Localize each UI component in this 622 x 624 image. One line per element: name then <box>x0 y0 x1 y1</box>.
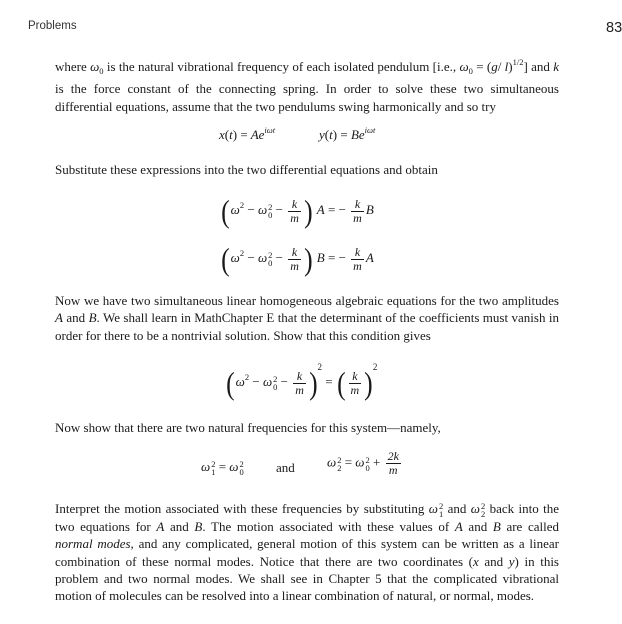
paragraph-1: where $\omega_0$ is the natural vibrational frequency of each isolated pendulum [i.e., $\omega_0 = (g/$ l)$^{1/2}$] and k is the force constant of the connecting spring. In order to solve these two simultaneous differential equations, assume that the two pendulums swing harmonically and so try <box>55 57 559 114</box>
equation-amplitude-b: ($\omega^2 - \omega 2$ 0 − $\frac{k}{m}$ ) B = − $\frac{k}{m}$ A <box>221 241 374 277</box>
equation-amplitude-a: ($\omega^2 - \omega 2$ 0 − $\frac{k}{m}$ ) A = − $\frac{k}{m}$ B <box>221 193 374 229</box>
paragraph-4: Now show that there are two natural frequencies for this system—namely, <box>55 420 441 435</box>
page-number: 83 <box>606 20 622 36</box>
equation-and-word: and <box>276 460 295 475</box>
paragraph-2: Substitute these expressions into the two differential equations and obtain <box>55 162 438 177</box>
equation-trial-y: $y(t) = Be^{i\omega t}$ <box>319 125 376 142</box>
equation-frequency-2: ω2 2 = ω2 0 + $\frac{2k}{m}$ <box>327 449 399 477</box>
running-head: Problems <box>28 20 77 32</box>
equation-frequency-1: ω2 1 = ω2 0 <box>201 459 244 478</box>
paragraph-3: Now we have two simultaneous linear homogeneous algebraic equations for the two amplitudes A and B. We shall learn in MathChapter E that the determinant of the coefficients must vanish in order for there to be a nontrivial solution. Show that this condition gives <box>55 293 559 343</box>
equation-trial-x: $x(t) = Ae^{i\omega t}$ <box>219 125 276 142</box>
paragraph-5: Interpret the motion associated with these frequencies by substituting ω2 1 and ω2 2 back into the two equations for A and B. The motion associated with these values of A and B are called normal modes, and any complicated, general motion of this system can be written as a linear combination of these normal modes. Notice that there are two coordinates (x and y) in this problem and two normal modes. We shall see in Chapter 5 that the complicated vibrational motion of molecules can be resolved into a linear combination of natural, or normal, modes. <box>55 501 559 604</box>
equation-determinant: ($\omega^2 - \omega 2$ 0 − $\frac{k}{m}$ )$^2$ = ( $\frac{k}{m}$ )$^2$ <box>226 362 378 402</box>
